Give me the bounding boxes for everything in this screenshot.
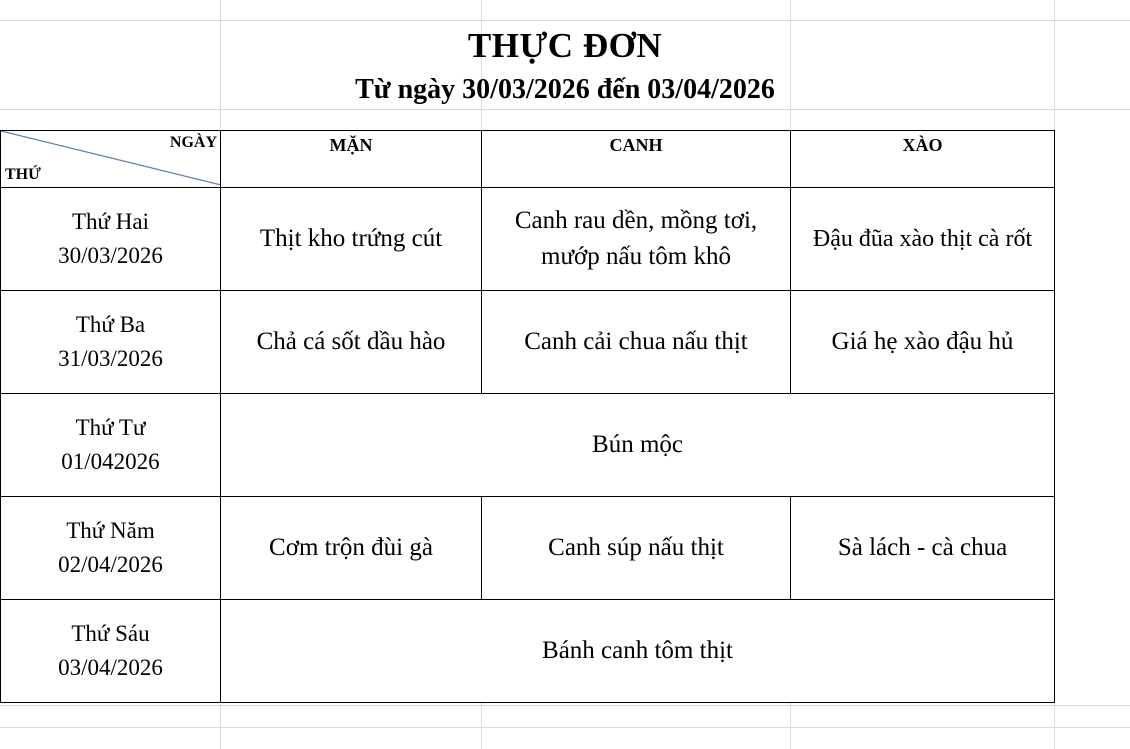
day-date: 31/03/2026 [58,346,163,371]
dish-xao: Giá hẹ xào đậu hủ [791,291,1055,394]
day-date: 03/04/2026 [58,655,163,680]
corner-label-thu: THỨ [5,166,41,183]
dish-man: Chả cá sốt dầu hào [221,291,482,394]
day-name: Thứ Năm [66,518,155,543]
dish-xao: Đậu đũa xào thịt cà rốt [791,188,1055,291]
column-header-xao: XÀO [791,131,1055,188]
day-date: 02/04/2026 [58,552,163,577]
dish-canh: Canh rau dền, mồng tơi, mướp nấu tôm khô [482,188,791,291]
dish-canh: Canh cải chua nấu thịt [482,291,791,394]
day-cell [1,291,221,394]
column-header-canh: CANH [482,131,791,188]
day-cell [1,394,221,497]
menu-row-friday [1,600,1055,703]
dish-xao: Sà lách - cà chua [791,497,1055,600]
day-name: Thứ Tư [75,415,146,440]
menu-title: THỰC ĐƠN [467,26,663,65]
menu-row-tuesday [1,291,1055,394]
menu-row-thursday [1,497,1055,600]
menu-date-range: Từ ngày 30/03/2026 đến 03/04/2026 [355,74,775,105]
day-date: 30/03/2026 [58,243,163,268]
header-row [1,131,1055,188]
dish-man: Cơm trộn đùi gà [221,497,482,600]
day-cell [1,600,221,703]
corner-label-ngay: NGÀY [169,134,217,151]
day-cell [1,188,221,291]
dish-canh: Canh súp nấu thịt [482,497,791,600]
menu-table [0,130,1055,703]
day-name: Thứ Sáu [71,621,150,646]
dish-merged: Bún mộc [221,394,1055,497]
column-header-man: MẶN [221,131,482,188]
corner-header-cell [1,131,221,188]
dish-merged: Bánh canh tôm thịt [221,600,1055,703]
day-name: Thứ Ba [75,312,146,337]
day-date: 01/042026 [61,449,160,474]
menu-row-wednesday [1,394,1055,497]
day-name: Thứ Hai [72,209,149,234]
menu-row-monday [1,188,1055,291]
day-cell [1,497,221,600]
dish-man: Thịt kho trứng cút [221,188,482,291]
